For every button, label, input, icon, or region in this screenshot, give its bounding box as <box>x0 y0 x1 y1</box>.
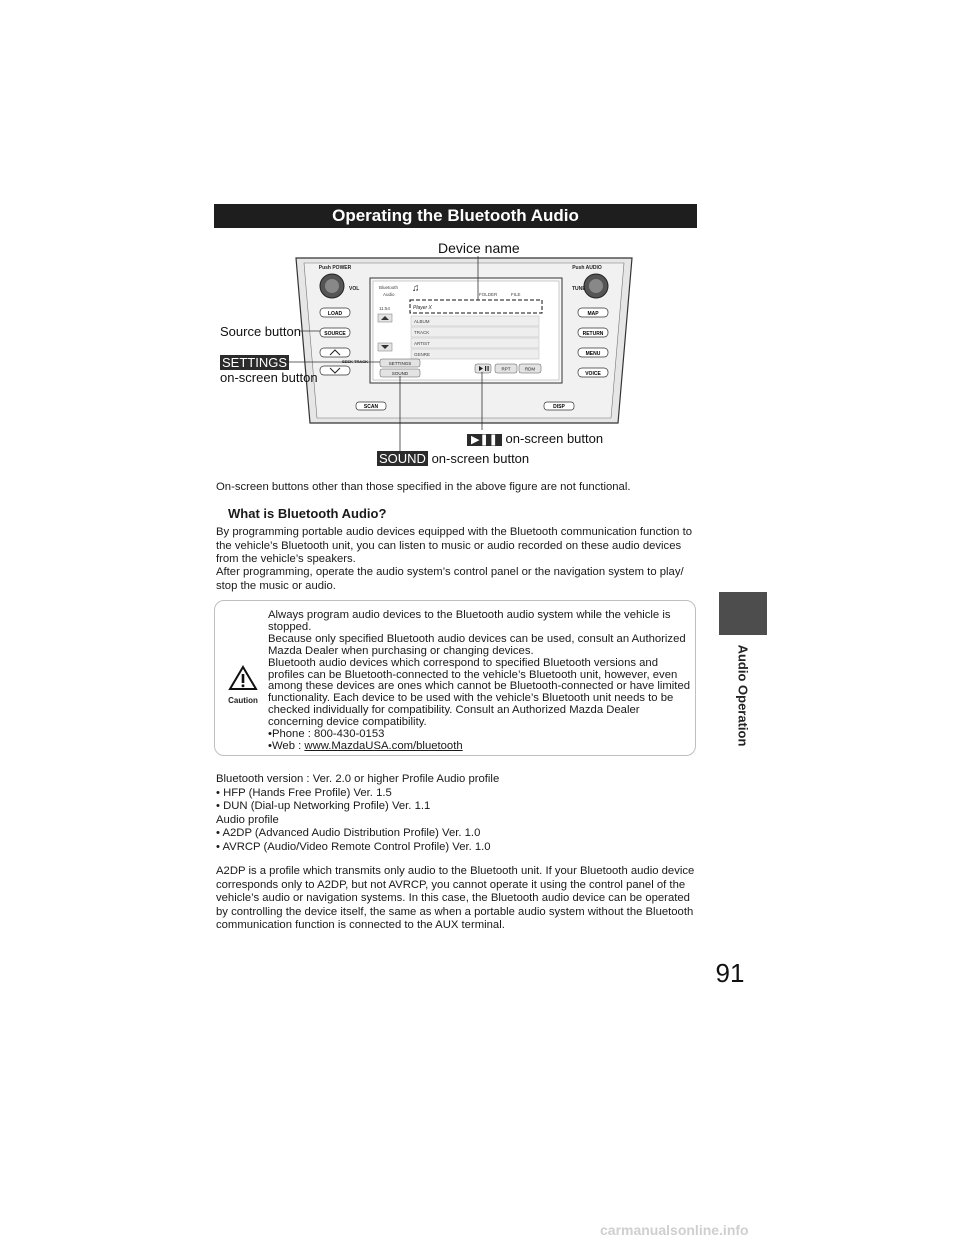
caution-line: Bluetooth audio devices which correspond to specified Bluetooth versions and profiles can be Bluetooth-connected to the vehicle’s Bluetooth unit, however, even among these devices are ones which cannot be Bluetooth-connected or have limited functionality. Each device to be used with the vehicle’s Bluetooth unit needs to be checked individually for compatibility. Consult an Authorized Mazda Dealer concerning device compatibility. <box>268 656 691 729</box>
svg-text:LOAD: LOAD <box>327 311 343 317</box>
svg-text:SOURCE: SOURCE <box>324 331 346 337</box>
svg-text:ARTIST: ARTIST <box>414 341 430 346</box>
caution-text <box>268 610 690 753</box>
chapter-tab-marker <box>719 592 767 635</box>
svg-text:Audio: Audio <box>383 292 395 297</box>
page-number: 91 <box>715 958 745 988</box>
sound-callout: SOUND on-screen button <box>379 451 530 466</box>
svg-text:FILE: FILE <box>511 292 521 297</box>
svg-text:MENU: MENU <box>585 351 601 357</box>
caution-phone: •Phone : 800-430-0153 <box>268 728 385 741</box>
svg-text:SETTINGS: SETTINGS <box>388 361 412 366</box>
svg-text:GENRE: GENRE <box>414 352 431 357</box>
watermark: carmanualsonline.info <box>600 1222 749 1238</box>
push-power-label: Push POWER <box>318 265 352 271</box>
section-paragraph-2: After programming, operate the audio system’s control panel or the navigation system to play/ stop the music or audio. <box>216 566 684 592</box>
list-item: • DUN (Dial-up Networking Profile) Ver. 1.1 <box>216 800 431 813</box>
svg-text:DISP: DISP <box>553 404 565 410</box>
list-item: • HFP (Hands Free Profile) Ver. 1.5 <box>216 786 392 799</box>
svg-text:SEEK TRACK: SEEK TRACK <box>342 359 369 364</box>
svg-text:SOUND: SOUND <box>391 371 409 376</box>
a2dp-paragraph: A2DP is a profile which transmits only audio to the Bluetooth unit. If your Bluetooth audio device corresponds only to A2DP, but not AVRCP, you cannot operate it using the control panel of the vehicle’s audio or navigation systems. In this case, the Bluetooth audio device can be operated by controlling the device itself, the same as when a portable audio system without the Bluetooth communication function is connected to the AUX terminal. <box>216 865 695 932</box>
section-header: Operating the Bluetooth Audio <box>214 204 697 228</box>
caution-web: •Web : www.MazdaUSA.com/bluetooth <box>268 739 463 752</box>
source-button-callout: Source button <box>220 324 301 339</box>
settings-callout: SETTINGS <box>222 355 288 370</box>
chapter-tab-label: Audio Operation <box>735 644 751 746</box>
list-item: • AVRCP (Audio/Video Remote Control Profile) Ver. 1.0 <box>216 840 491 853</box>
caution-word: Caution <box>228 696 258 705</box>
list-item: • A2DP (Advanced Audio Distribution Profile) Ver. 1.0 <box>216 827 481 840</box>
caution-line: Because only specified Bluetooth audio devices can be used, consult an Authorized Mazda Dealer when purchasing or changing devices. <box>268 632 686 657</box>
figure-note: On-screen buttons other than those specified in the above figure are not functional. <box>216 481 631 493</box>
svg-text:RETURN: RETURN <box>582 331 604 337</box>
push-audio-label: Push AUDIO <box>572 265 602 271</box>
caution-line: Always program audio devices to the Bluetooth audio system while the vehicle is stopped. <box>268 609 671 633</box>
bluetooth-web-link[interactable]: www.MazdaUSA.com/bluetooth <box>304 739 463 752</box>
tune-label: TUNE <box>572 286 586 292</box>
svg-text:TRACK: TRACK <box>414 330 430 335</box>
specs-block: Bluetooth version : Ver. 2.0 or higher Profile Audio profile • HFP (Hands Free Profile) Ver. 1.5 • DUN (Dial-up Networking Profile) Ver. 1.1 Audio profile • A2DP (Advanced Audio Distribution Profile) Ver. 1.0 • AVRCP (Audio/Video Remote Control Profile) Ver. 1.0 <box>216 773 698 855</box>
play-pause-icon: ▶❚❚ <box>467 434 502 446</box>
vol-label: VOL <box>349 286 360 292</box>
svg-text:Player X: Player X <box>413 305 432 311</box>
svg-text:RDM: RDM <box>524 366 536 372</box>
section-heading: What is Bluetooth Audio? <box>228 506 387 521</box>
svg-text:VOICE: VOICE <box>585 371 601 377</box>
caution-icon <box>226 665 260 705</box>
settings-callout-suffix: on-screen button <box>220 370 318 385</box>
music-note-icon: ♫ <box>412 283 420 294</box>
play-pause-callout: ▶❚❚ on-screen button <box>467 431 603 446</box>
svg-text:SCAN: SCAN <box>363 404 379 410</box>
svg-text:RPT: RPT <box>501 366 511 372</box>
svg-text:Bluetooth: Bluetooth <box>379 285 399 290</box>
svg-text:11:54: 11:54 <box>379 306 390 311</box>
svg-text:FOLDER: FOLDER <box>479 292 498 297</box>
svg-text:ALBUM: ALBUM <box>414 319 430 324</box>
svg-text:MAP: MAP <box>587 311 599 317</box>
device-name-callout: Device name <box>438 240 520 256</box>
section-paragraph-1: By programming portable audio devices equipped with the Bluetooth communication function to the vehicle’s Bluetooth unit, you can listen to music or audio recorded on these audio devices from the vehicle’s speakers. <box>216 526 693 566</box>
